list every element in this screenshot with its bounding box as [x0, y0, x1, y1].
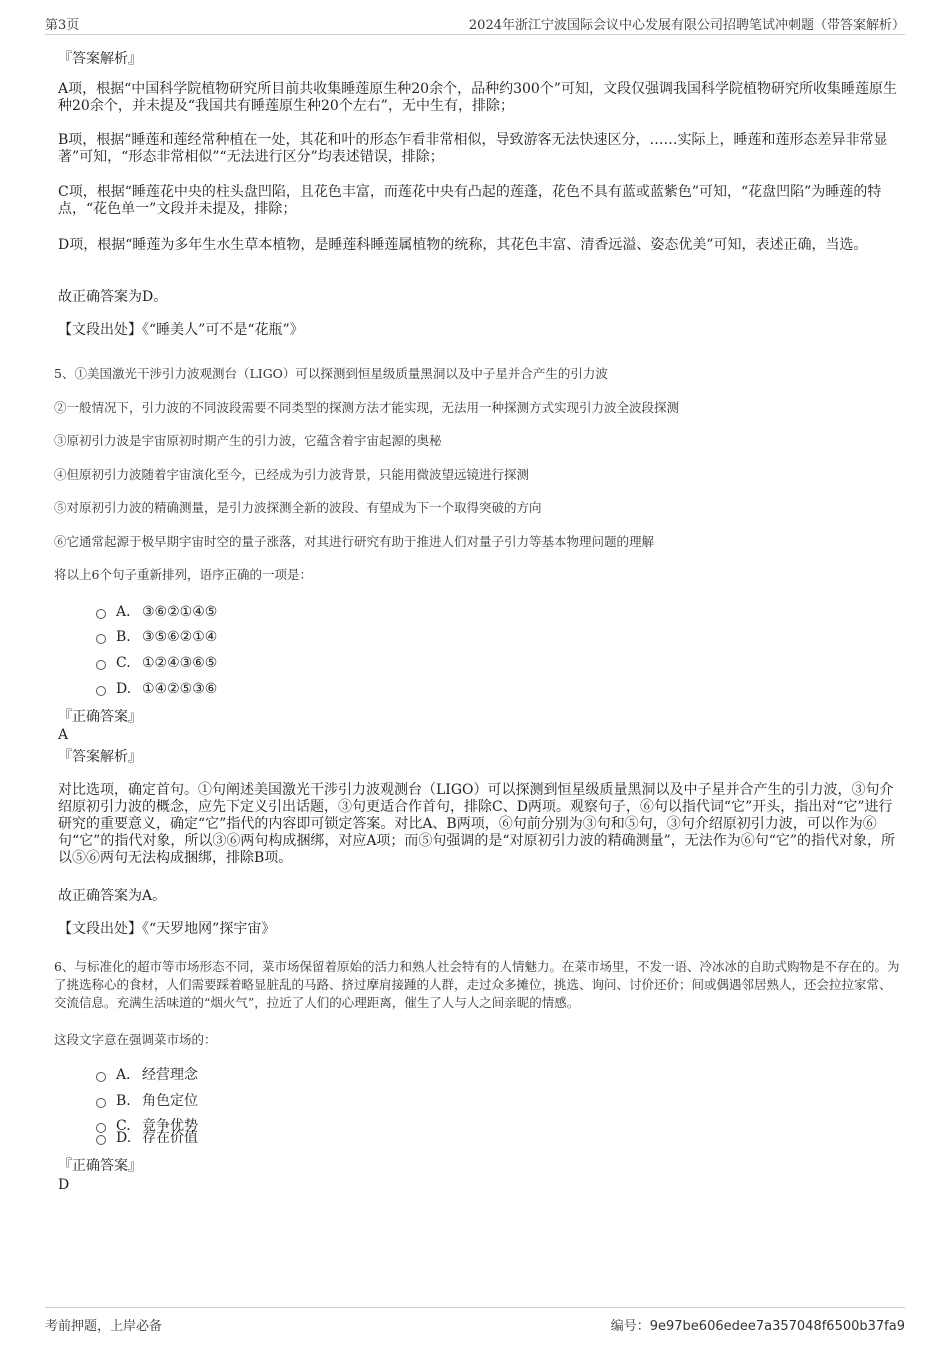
q5-sentence-5: ⑤对原初引力波的精确测量，是引力波探测全新的波段、有望成为下一个取得突破的方向 [54, 500, 542, 515]
q5-option-d[interactable]: D. ①④②⑤③⑥ [96, 679, 217, 699]
q4-source: 【文段出处】《“睡美人”可不是“花瓶”》 [58, 322, 304, 338]
q5-option-c[interactable]: C. ①②④③⑥⑤ [96, 653, 217, 673]
q6-option-b[interactable]: B. 角色定位 [96, 1091, 198, 1111]
q5-sentence-3: ③原初引力波是宇宙原初时期产生的引力波，它蕴含着宇宙起源的奥秘 [54, 433, 442, 448]
radio-icon[interactable] [96, 1072, 106, 1082]
footer-code [611, 1315, 905, 1334]
q6-stem: 6、与标准化的超市等市场形态不同，菜市场保留着原始的活力和熟人社会特有的人情魅力。在菜市场里，不发一语、冷冰冰的自助式购物是不存在的。为了挑选称心的食材，人们需要踩着略显脏乱的马路、挤过摩肩接踵的人群，走过众多摊位，挑选、询问、讨价还价；间或偶遇邻居熟人，还会拉拉家常、交流信息。充满生活味道的“烟火气”，拉近了人们的心理距离，催生了人与人之间亲昵的情感。 [54, 959, 900, 1010]
q6-option-c[interactable]: C. 竞争优势 [96, 1116, 198, 1136]
footer-code-value: 9e97be606edee7a357048f6500b37fa9 [649, 1319, 905, 1334]
q5-source: 【文段出处】《“天罗地网”探宇宙》 [58, 921, 276, 937]
footer-slogan: 考前押题，上岸必备 [45, 1319, 163, 1334]
page-number: 第3页 [45, 18, 80, 33]
q5-correct-label: 『正确答案』 [58, 709, 142, 725]
radio-icon[interactable] [96, 609, 106, 619]
radio-icon[interactable] [96, 686, 106, 696]
q5-option-a[interactable]: A． ③⑥②①④⑤ [96, 602, 217, 622]
q4-analysis-d: D项，根据“睡莲为多年生水生草本植物，是睡莲科睡莲属植物的统称，其花色丰富、清香远溢、姿态优美”可知，表述正确，当选。 [58, 237, 868, 253]
page-header [45, 12, 905, 35]
q4-analysis-c: C项，根据“睡莲花中央的柱头盘凹陷，且花色丰富，而莲花中央有凸起的莲蓬，花色不具有蓝或蓝紫色”可知，“花盘凹陷”为睡莲的特点，“花色单一”文段并未提及，排除； [58, 184, 882, 217]
q5-sentence-6: ⑥它通常起源于极早期宇宙时空的量子涨落，对其进行研究有助于推进人们对量子引力等基本物理问题的理解 [54, 534, 655, 549]
radio-icon[interactable] [96, 1098, 106, 1108]
q5-analysis: 对比选项，确定首句。①句阐述美国激光干涉引力波观测台（LIGO）可以探测到恒星级质量黑洞以及中子星并合产生的引力波，③句介绍原初引力波的概念，应先下定义引出话题，③句更适合作首句，排除C、D两项。观察句子，⑥句以指代词“它”开头，指出对“它”进行研究的重要意义，确定“它”指代的内容即可锁定答案。对比A、B两项，⑥句前分别为③句和⑤句，③句介绍原初引力波，可以作为⑥句“它”的指代对象，所以③⑥两句构成捆绑，对应A项；而⑤句强调的是“对原初引力波的精确测量”，无法作为⑥句“它”的指代对象，所以⑤⑥两句无法构成捆绑，排除B项。 [58, 782, 896, 866]
document-title: 2024年浙江宁波国际会议中心发展有限公司招聘笔试冲刺题（带答案解析） [468, 18, 905, 33]
radio-icon[interactable] [96, 1135, 106, 1145]
q5-sentence-1: 5、①美国激光干涉引力波观测台（LIGO）可以探测到恒星级质量黑洞以及中子星并合产生的引力波 [54, 366, 608, 381]
q4-analysis-a: A项，根据“中国科学院植物研究所目前共收集睡莲原生种20余个，品种约300个”可知，文段仅强调我国科学院植物研究所收集睡莲原生种20余个，并未提及“我国共有睡莲原生种20个左右”，无中生有，排除； [58, 81, 897, 114]
q5-option-b[interactable]: B. ③⑤⑥②①④ [96, 627, 217, 647]
q5-conclusion: 故正确答案为A。 [58, 888, 167, 904]
footer-code-label: 编号： [610, 1319, 650, 1334]
q5-prompt: 将以上6个句子重新排列，语序正确的一项是： [54, 567, 312, 582]
q5-sentence-2: ②一般情况下，引力波的不同波段需要不同类型的探测方法才能实现，无法用一种探测方式实现引力波全波段探测 [54, 400, 680, 415]
page-footer [45, 1307, 905, 1334]
q4-analysis-b: B项，根据“睡莲和莲经常种植在一处，其花和叶的形态乍看非常相似，导致游客无法快速区分，……实际上，睡莲和莲形态差异非常显著”可知，“形态非常相似”“无法进行区分”均表述错误，排除； [58, 132, 888, 165]
q5-sentence-4: ④但原初引力波随着宇宙演化至今，已经成为引力波背景，只能用微波望远镜进行探测 [54, 467, 530, 482]
radio-icon[interactable] [96, 634, 106, 644]
q4-conclusion: 故正确答案为D。 [58, 289, 168, 305]
q6-option-d[interactable]: D. 存在价值 [96, 1128, 198, 1148]
q4-analysis-label: 『答案解析』 [58, 51, 142, 67]
q6-prompt: 这段文字意在强调菜市场的： [54, 1032, 217, 1047]
q5-analysis-label: 『答案解析』 [58, 749, 142, 765]
q6-correct-label: 『正确答案』 [58, 1158, 142, 1174]
q5-correct-answer: A [58, 727, 69, 743]
radio-icon[interactable] [96, 660, 106, 670]
q6-correct-answer: D [58, 1177, 70, 1193]
q6-option-a[interactable]: A． 经营理念 [96, 1065, 198, 1085]
